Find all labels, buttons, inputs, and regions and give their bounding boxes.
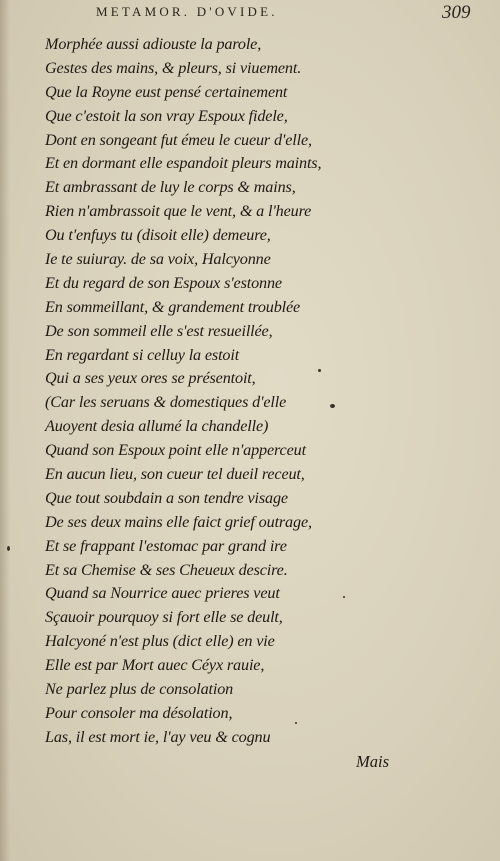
verse-line: Que tout soubdain a son tendre visage — [45, 488, 288, 507]
verse-line: Ie te suiuray. de sa voix, Halcyonne — [45, 250, 271, 269]
verse-line: Quand sa Nourrice auec prieres veut — [45, 584, 280, 603]
verse-line: Elle est par Mort auec Céyx rauie, — [45, 656, 265, 675]
verse-line: Que la Royne eust pensé certainement — [45, 82, 288, 101]
ink-speck — [318, 369, 321, 372]
verse-line: Rien n'ambrassoit que le vent, & a l'heure — [45, 202, 312, 221]
verse-line: En aucun lieu, son cueur tel dueil receut, — [45, 465, 305, 484]
verse-line: Sçauoir pourquoy si fort elle se deult, — [45, 608, 283, 627]
verse-line: Ne parlez plus de consolation — [45, 680, 234, 699]
verse-line: Et ambrassant de luy le corps & mains, — [45, 178, 296, 197]
verse-line: Dont en songeant fut émeu le cueur d'elle, — [45, 130, 312, 149]
ink-speck — [7, 546, 10, 551]
verse-line: Et sa Chemise & ses Cheueux descire. — [45, 560, 288, 579]
verse-line: Et en dormant elle espandoit pleurs maints, — [45, 154, 322, 173]
verse-line: Qui a ses yeux ores se présentoit, — [45, 369, 256, 388]
verse-line: Gestes des mains, & pleurs, si viuement. — [45, 58, 302, 77]
verse-line: Et du regard de son Espoux s'estonne — [45, 273, 282, 292]
verse-line: De son sommeil elle s'est resueillée, — [45, 321, 273, 340]
catchword: Mais — [356, 752, 389, 771]
verse-line: Morphée aussi adiouste la parole, — [45, 35, 262, 53]
ink-speck — [330, 404, 335, 408]
verse-line: Auoyent desia allumé la chandelle) — [45, 417, 269, 436]
verse-line: En regardant si celluy la estoit — [45, 345, 240, 364]
verse-block — [45, 33, 321, 750]
verse-line: Las, il est mort ie, l'ay veu & cognu — [45, 727, 271, 746]
verse-line: Ou t'enfuys tu (disoit elle) demeure, — [45, 226, 271, 245]
page-gutter-shadow — [0, 0, 10, 861]
verse-line: Que c'estoit la son vray Espoux fidele, — [45, 106, 288, 125]
verse-line: Et se frappant l'estomac par grand ire — [45, 536, 287, 555]
verse-line: Halcyoné n'est plus (dict elle) en vie — [45, 632, 275, 651]
page-number: 309 — [442, 2, 471, 23]
running-head: METAMOR. D'OVIDE. — [96, 4, 278, 19]
verse-line: (Car les seruans & domestiques d'elle — [45, 393, 287, 412]
verse-line: Quand son Espoux point elle n'apperceut — [45, 441, 306, 460]
ink-speck — [343, 596, 345, 598]
verse-line: En sommeillant, & grandement troublée — [45, 297, 301, 316]
verse-line: De ses deux mains elle faict grief outrage, — [45, 512, 312, 531]
verse-line: Pour consoler ma désolation, — [45, 703, 233, 722]
ink-speck — [295, 722, 297, 724]
